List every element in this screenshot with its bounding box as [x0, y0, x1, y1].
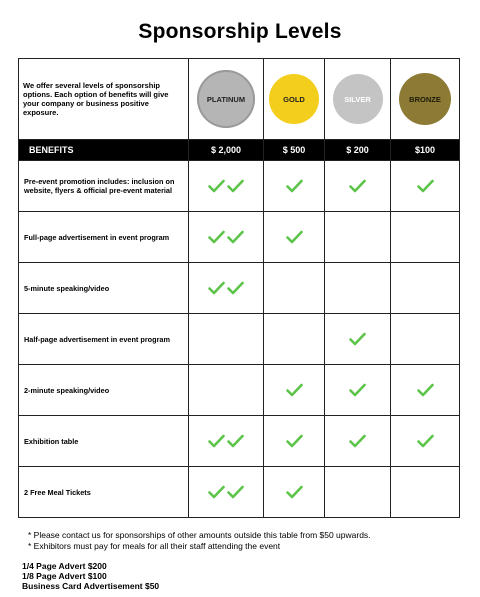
benefit-cell-platinum [189, 467, 264, 518]
page-title: Sponsorship Levels [138, 20, 342, 43]
check-icon [417, 383, 434, 397]
price-bronze: $100 [391, 140, 460, 161]
benefit-cell-platinum [189, 161, 264, 212]
footnote: * Exhibitors must pay for meals for all their staff attending the event [28, 541, 281, 551]
check-icon [286, 383, 303, 397]
advert-price-line: 1/4 Page Advert $200 [22, 561, 107, 571]
gold-label: GOLD [283, 94, 305, 104]
benefit-cell-bronze [391, 416, 460, 467]
platinum-badge [197, 70, 255, 128]
benefit-label: 2 Free Meal Tickets [19, 467, 189, 518]
levels-header-row [19, 59, 460, 140]
benefit-cell-platinum [189, 263, 264, 314]
benefit-cell-bronze [391, 365, 460, 416]
benefit-cell-bronze [391, 467, 460, 518]
check-icon [227, 485, 244, 499]
checkmarks [189, 434, 263, 448]
footnotes [28, 530, 371, 552]
checkmarks [189, 485, 263, 499]
benefit-cell-silver [325, 365, 391, 416]
intro-cell [19, 59, 189, 140]
silver-badge [333, 74, 383, 124]
checkmarks [264, 485, 324, 499]
check-icon [227, 230, 244, 244]
checkmarks [325, 383, 390, 397]
checkmarks [325, 332, 390, 346]
benefit-row [19, 416, 460, 467]
benefit-row [19, 314, 460, 365]
level-gold-cell [264, 59, 325, 140]
benefit-cell-silver [325, 314, 391, 365]
check-icon [227, 281, 244, 295]
price-silver: $ 200 [325, 140, 391, 161]
benefit-cell-platinum [189, 314, 264, 365]
check-icon [417, 179, 434, 193]
check-icon [208, 230, 225, 244]
level-bronze-cell [391, 59, 460, 140]
advert-price-line: 1/8 Page Advert $100 [22, 571, 107, 581]
benefit-cell-gold [264, 212, 325, 263]
checkmarks [325, 434, 390, 448]
benefit-cell-gold [264, 365, 325, 416]
benefit-label: Full-page advertisement in event program [19, 212, 189, 263]
benefits-header: BENEFITS [19, 140, 189, 161]
price-platinum: $ 2,000 [189, 140, 264, 161]
check-icon [208, 485, 225, 499]
checkmarks [264, 230, 324, 244]
check-icon [286, 485, 303, 499]
benefits-header-row [19, 140, 460, 161]
benefit-cell-silver [325, 467, 391, 518]
checkmarks [189, 179, 263, 193]
benefit-label: Pre-event promotion includes: inclusion on website, flyers & official pre-event material [19, 161, 189, 212]
benefit-cell-platinum [189, 416, 264, 467]
bronze-badge [399, 73, 451, 125]
checkmarks [325, 179, 390, 193]
advert-prices [22, 561, 159, 591]
check-icon [208, 281, 225, 295]
check-icon [349, 383, 366, 397]
checkmarks [189, 281, 263, 295]
checkmarks [391, 179, 459, 193]
checkmarks [264, 179, 324, 193]
footnote: * Please contact us for sponsorships of other amounts outside this table from $50 upwards. [28, 530, 371, 540]
benefit-row [19, 365, 460, 416]
benefit-label: Exhibition table [19, 416, 189, 467]
check-icon [349, 434, 366, 448]
check-icon [417, 434, 434, 448]
benefit-cell-silver [325, 416, 391, 467]
benefit-label: 5-minute speaking/video [19, 263, 189, 314]
advert-price-line: Business Card Advertisement $50 [22, 581, 160, 591]
benefit-cell-gold [264, 416, 325, 467]
level-platinum-cell [189, 59, 264, 140]
check-icon [227, 434, 244, 448]
check-icon [286, 434, 303, 448]
benefit-cell-platinum [189, 365, 264, 416]
intro-text: We offer several levels of sponsorship options. Each option of benefits will give your company or business positive exposure. [23, 81, 169, 117]
checkmarks [189, 230, 263, 244]
checkmarks [391, 383, 459, 397]
benefit-row [19, 467, 460, 518]
checkmarks [264, 434, 324, 448]
benefit-label: Half-page advertisement in event program [19, 314, 189, 365]
checkmarks [264, 383, 324, 397]
benefit-cell-silver [325, 161, 391, 212]
benefit-label: 2-minute speaking/video [19, 365, 189, 416]
gold-badge [269, 74, 319, 124]
platinum-label: PLATINUM [206, 94, 246, 104]
bronze-label: BRONZE [409, 94, 441, 104]
check-icon [349, 332, 366, 346]
benefit-cell-bronze [391, 212, 460, 263]
benefit-cell-gold [264, 161, 325, 212]
check-icon [286, 230, 303, 244]
benefit-row [19, 161, 460, 212]
benefit-cell-bronze [391, 314, 460, 365]
benefit-cell-bronze [391, 263, 460, 314]
silver-label: SILVER [344, 94, 371, 104]
benefit-cell-gold [264, 467, 325, 518]
benefit-row [19, 212, 460, 263]
check-icon [286, 179, 303, 193]
sponsorship-table [18, 58, 460, 518]
benefit-row [19, 263, 460, 314]
check-icon [349, 179, 366, 193]
benefit-cell-gold [264, 314, 325, 365]
check-icon [227, 179, 244, 193]
benefit-cell-bronze [391, 161, 460, 212]
level-silver-cell [325, 59, 391, 140]
check-icon [208, 179, 225, 193]
benefit-cell-platinum [189, 212, 264, 263]
benefit-cell-silver [325, 263, 391, 314]
benefit-cell-gold [264, 263, 325, 314]
checkmarks [391, 434, 459, 448]
benefit-cell-silver [325, 212, 391, 263]
price-gold: $ 500 [264, 140, 325, 161]
check-icon [208, 434, 225, 448]
